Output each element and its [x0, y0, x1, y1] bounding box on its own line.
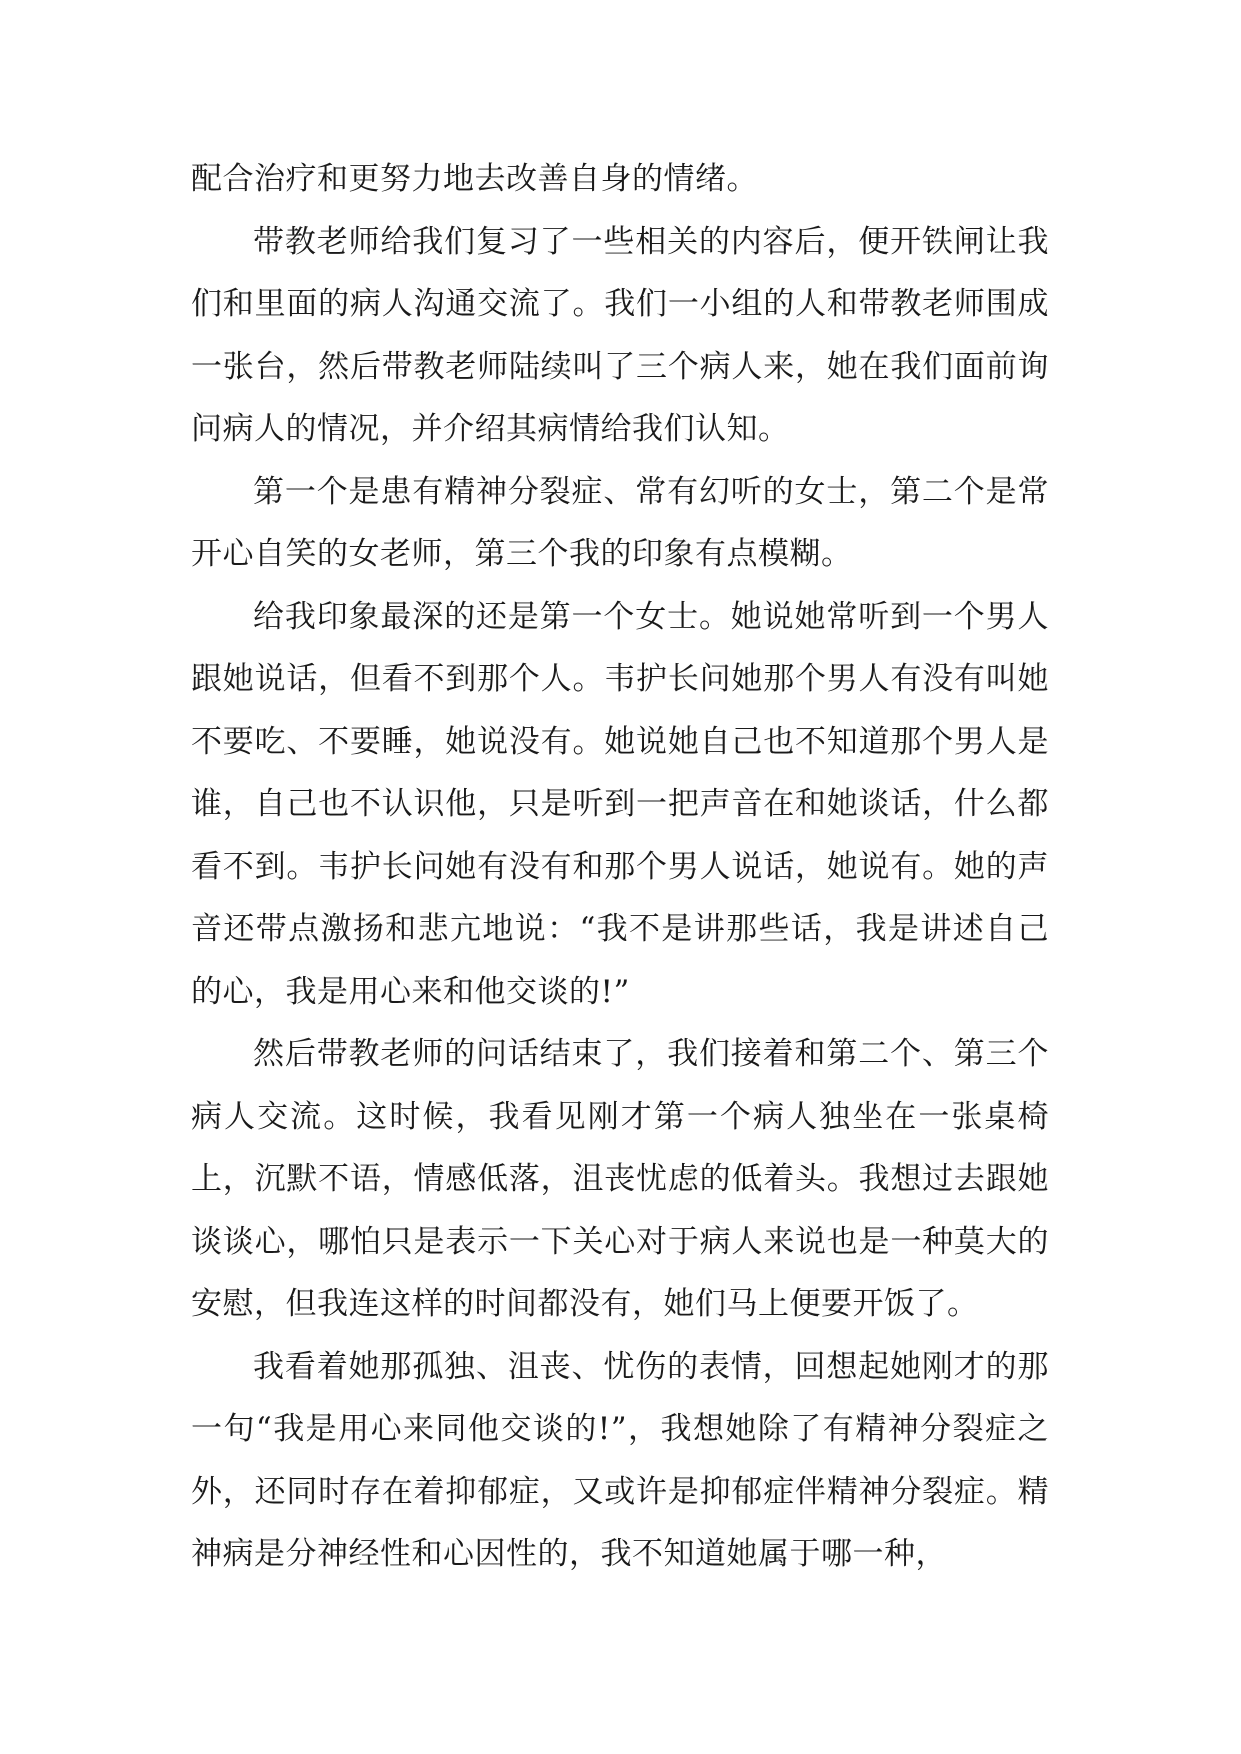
paragraph: 带教老师给我们复习了一些相关的内容后，便开铁闸让我们和里面的病人沟通交流了。我们一小组的人和带教老师围成一张台，然后带教老师陆续叫了三个病人来，她在我们面前询问病人的情况，并介绍其病情给我们认知。	[191, 223, 1049, 447]
document-body	[191, 148, 1049, 1586]
paragraph: 然后带教老师的问话结束了，我们接着和第二个、第三个病人交流。这时候，我看见刚才第一个病人独坐在一张桌椅上，沉默不语，情感低落，沮丧忧虑的低着头。我想过去跟她谈谈心，哪怕只是表示一下关心对于病人来说也是一种莫大的安慰，但我连这样的时间都没有，她们马上便要开饭了。	[191, 1036, 1049, 1322]
paragraph: 给我印象最深的还是第一个女士。她说她常听到一个男人跟她说话，但看不到那个人。韦护长问她那个男人有没有叫她不要吃、不要睡，她说没有。她说她自己也不知道那个男人是谁，自己也不认识他，只是听到一把声音在和她谈话，什么都看不到。韦护长问她有没有和那个男人说话，她说有。她的声音还带点激扬和悲亢地说：“我不是讲那些话，我是讲述自己的心，我是用心来和他交谈的!”	[191, 598, 1049, 1010]
paragraph-continuation: 配合治疗和更努力地去改善自身的情绪。	[191, 161, 758, 197]
paragraph: 我看着她那孤独、沮丧、忧伤的表情，回想起她刚才的那一句“我是用心来同他交谈的!”，我想她除了有精神分裂症之外，还同时存在着抑郁症，又或许是抑郁症伴精神分裂症。精神病是分神经性和心因性的，我不知道她属于哪一种，	[191, 1348, 1049, 1572]
paragraph: 第一个是患有精神分裂症、常有幻听的女士，第二个是常开心自笑的女老师，第三个我的印象有点模糊。	[191, 473, 1049, 572]
